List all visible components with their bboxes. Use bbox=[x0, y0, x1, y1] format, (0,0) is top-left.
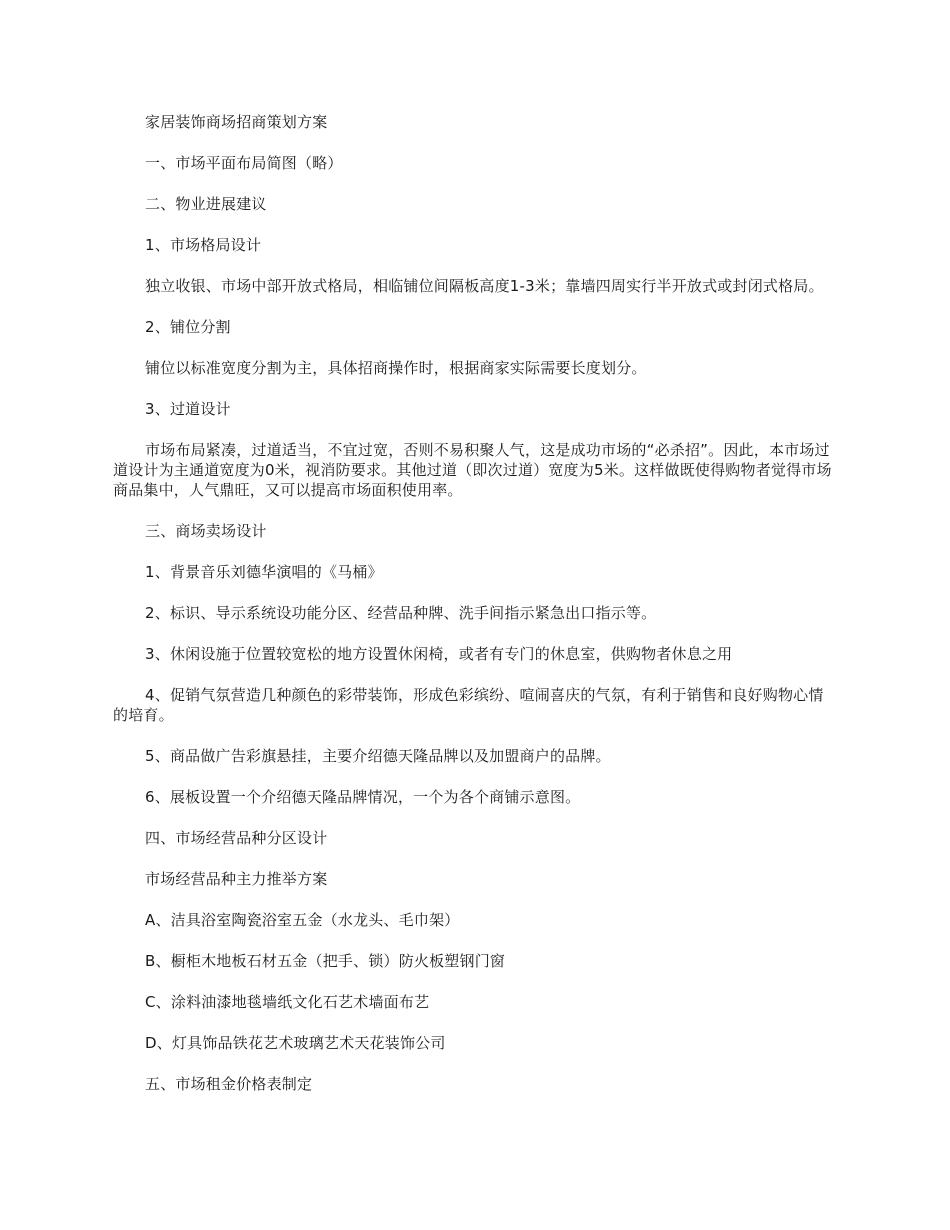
list-item: 4、促销气氛营造几种颜色的彩带装饰，形成色彩缤纷、喧闹喜庆的气氛，有利于销售和良好购物心情的培育。 bbox=[113, 686, 824, 724]
document-page bbox=[113, 112, 835, 1115]
list-item: 2、标识、导示系统设功能分区、经营品种牌、洗手间指示紧急出口指示等。 bbox=[145, 604, 657, 622]
list-item: B、橱柜木地板石材五金（把手、锁）防火板塑钢门窗 bbox=[145, 952, 506, 970]
list-item: 6、展板设置一个介绍德天隆品牌情况，一个为各个商铺示意图。 bbox=[145, 788, 581, 806]
list-item: D、灯具饰品铁花艺术玻璃艺术天花装饰公司 bbox=[145, 1034, 446, 1052]
body-paragraph: 市场布局紧凑，过道适当，不宜过宽，否则不易积聚人气，这是成功市场的“必杀招”。因此，本市场过道设计为主通道宽度为0米，视消防要求。其他过道（即次过道）宽度为5米。这样做既使得购物者觉得市场商品集中，人气鼎旺，又可以提高市场面积使用率。 bbox=[113, 441, 832, 499]
section-heading: 二、物业进展建议 bbox=[145, 195, 267, 213]
body-paragraph: 独立收银、市场中部开放式格局，相临铺位间隔板高度1-3米；靠墙四周实行半开放式或封闭式格局。 bbox=[145, 277, 824, 295]
subsection-heading: 3、过道设计 bbox=[145, 400, 231, 418]
list-item: A、洁具浴室陶瓷浴室五金（水龙头、毛巾架） bbox=[145, 911, 460, 929]
section-heading: 一、市场平面布局简图（略） bbox=[145, 154, 343, 172]
document-title: 家居装饰商场招商策划方案 bbox=[145, 113, 328, 131]
list-item: 5、商品做广告彩旗悬挂，主要介绍德天隆品牌以及加盟商户的品牌。 bbox=[145, 747, 611, 765]
section-heading: 五、市场租金价格表制定 bbox=[145, 1075, 313, 1093]
list-item: 1、背景音乐刘德华演唱的《马桶》 bbox=[145, 563, 383, 581]
subsection-heading: 1、市场格局设计 bbox=[145, 236, 262, 254]
body-paragraph: 铺位以标准宽度分割为主，具体招商操作时，根据商家实际需要长度划分。 bbox=[145, 359, 647, 377]
body-paragraph: 市场经营品种主力推举方案 bbox=[145, 870, 328, 888]
subsection-heading: 2、铺位分割 bbox=[145, 318, 231, 336]
section-heading: 四、市场经营品种分区设计 bbox=[145, 829, 328, 847]
list-item: 3、休闲设施于位置较宽松的地方设置休闲椅，或者有专门的休息室，供购物者休息之用 bbox=[145, 645, 733, 663]
list-item: C、涂料油漆地毯墙纸文化石艺术墙面布艺 bbox=[145, 993, 430, 1011]
section-heading: 三、商场卖场设计 bbox=[145, 522, 267, 540]
